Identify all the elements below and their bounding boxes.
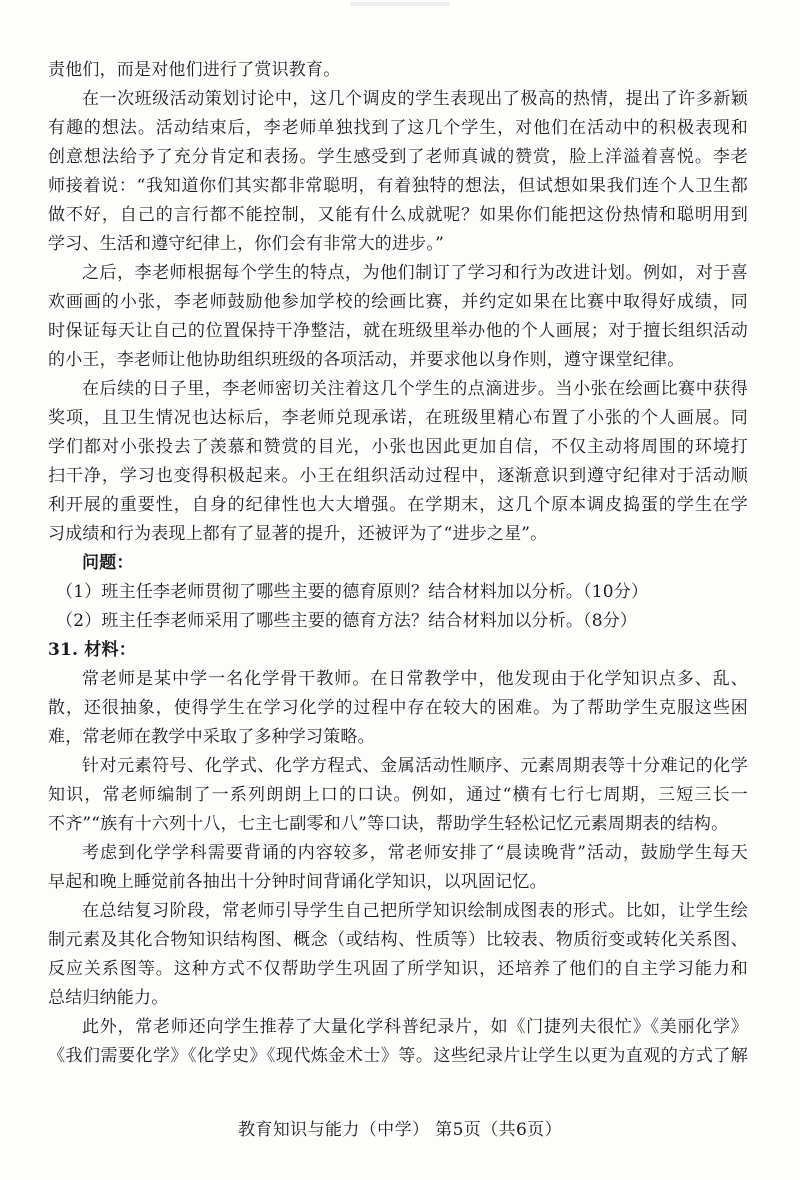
text-line: 难，常老师在教学中采取了多种学习策略。 bbox=[48, 727, 375, 747]
text-line: 常老师是某中学一名化学骨干教师。在日常教学中，他发现由于化学知识点多、乱、 bbox=[82, 669, 748, 689]
text-line: 知识，常老师编制了一系列朗朗上口的口诀。例如，通过“横有七行七周期，三短三长一 bbox=[48, 785, 748, 805]
text-line: 此外，常老师还向学生推荐了大量化学科普纪录片，如《门捷列夫很忙》《美丽化学》 bbox=[82, 1017, 748, 1037]
text-line: 在后续的日子里，李老师密切关注着这几个学生的点滴进步。当小张在绘画比赛中获得 bbox=[82, 379, 748, 399]
scan-artifact bbox=[350, 2, 450, 6]
text-line: 在一次班级活动策划讨论中，这几个调皮的学生表现出了极高的热情，提出了许多新颖 bbox=[82, 89, 748, 109]
question-item-2: （2）班主任李老师采用了哪些主要的德育方法？结合材料加以分析。（8分） bbox=[56, 611, 638, 631]
text-line: 扫干净，学习也变得积极起来。小王在组织活动过程中，逐渐意识到遵守纪律对于活动顺 bbox=[48, 466, 748, 486]
text-line: 考虑到化学学科需要背诵的内容较多，常老师安排了“晨读晚背”活动，鼓励学生每天 bbox=[82, 843, 748, 863]
text-line: 早起和晚上睡觉前各抽出十分钟时间背诵化学知识，以巩固记忆。 bbox=[48, 872, 547, 892]
text-line: 总结归纳能力。 bbox=[48, 988, 169, 1008]
text-line: 散，还很抽象，使得学生在学习化学的过程中存在较大的困难。为了帮助学生克服这些困 bbox=[48, 698, 748, 718]
text-line: 利开展的重要性，自身的纪律性也大大增强。在学期末，这几个原本调皮捣蛋的学生在学 bbox=[48, 495, 748, 515]
text-line: 奖项，且卫生情况也达标后，李老师兑现承诺，在班级里精心布置了小张的个人画展。同 bbox=[48, 408, 748, 428]
text-line: 的小王，李老师让他协助组织班级的各项活动，并要求他以身作则，遵守课堂纪律。 bbox=[48, 350, 685, 370]
text-line: 学们都对小张投去了羡慕和赞赏的目光，小张也因此更加自信，不仅主动将周围的环境打 bbox=[48, 437, 748, 457]
text-line: 不齐”“族有十六列十八，七主七副零和八”等口诀，帮助学生轻松记忆元素周期表的结构。 bbox=[48, 814, 729, 834]
text-line: 有趣的想法。活动结束后，李老师单独找到了这几个学生，对他们在活动中的积极表现和 bbox=[48, 118, 748, 138]
section-heading-31: 31. 材料： bbox=[48, 640, 136, 660]
text-line: 在总结复习阶段，常老师引导学生自己把所学知识绘制成图表的形式。比如，让学生绘 bbox=[82, 901, 748, 921]
text-line: 学习、生活和遵守纪律上，你们会有非常大的进步。” bbox=[48, 234, 444, 254]
text-line: 习成绩和行为表现上都有了显著的提升，还被评为了“进步之星”。 bbox=[48, 524, 548, 544]
page-body bbox=[48, 56, 748, 1071]
page-footer: 教育知识与能力（中学） 第5页（共6页） bbox=[237, 1120, 563, 1140]
text-line: 反应关系图等。这种方式不仅帮助学生巩固了所学知识，还培养了他们的自主学习能力和 bbox=[48, 959, 748, 979]
text-line: 责他们，而是对他们进行了赏识教育。 bbox=[48, 60, 341, 80]
text-line: 欢画画的小张，李老师鼓励他参加学校的绘画比赛，并约定如果在比赛中取得好成绩，同 bbox=[48, 292, 748, 312]
text-line: 时保证每天让自己的位置保持干净整洁，就在班级里举办他的个人画展；对于擅长组织活动 bbox=[48, 321, 748, 341]
text-line: 针对元素符号、化学式、化学方程式、金属活动性顺序、元素周期表等十分难记的化学 bbox=[82, 756, 748, 776]
text-line: 做不好，自己的言行都不能控制，又能有什么成就呢？如果你们能把这份热情和聪明用到 bbox=[48, 205, 748, 225]
question-heading: 问题： bbox=[82, 553, 134, 573]
text-line: 之后，李老师根据每个学生的特点，为他们制订了学习和行为改进计划。例如，对于喜 bbox=[82, 263, 748, 283]
question-item-1: （1）班主任李老师贯彻了哪些主要的德育原则？结合材料加以分析。（10分） bbox=[56, 582, 649, 602]
text-line: 创意想法给予了充分肯定和表扬。学生感受到了老师真诚的赞赏，脸上洋溢着喜悦。李老 bbox=[48, 147, 748, 167]
text-line: 制元素及其化合物知识结构图、概念（或结构、性质等）比较表、物质衍变或转化关系图、 bbox=[48, 930, 748, 950]
text-line: 师接着说：“我知道你们其实都非常聪明，有着独特的想法，但试想如果我们连个人卫生都 bbox=[48, 176, 748, 196]
text-line: 《我们需要化学》《化学史》《现代炼金术士》等。这些纪录片让学生以更为直观的方式了解 bbox=[48, 1046, 748, 1066]
